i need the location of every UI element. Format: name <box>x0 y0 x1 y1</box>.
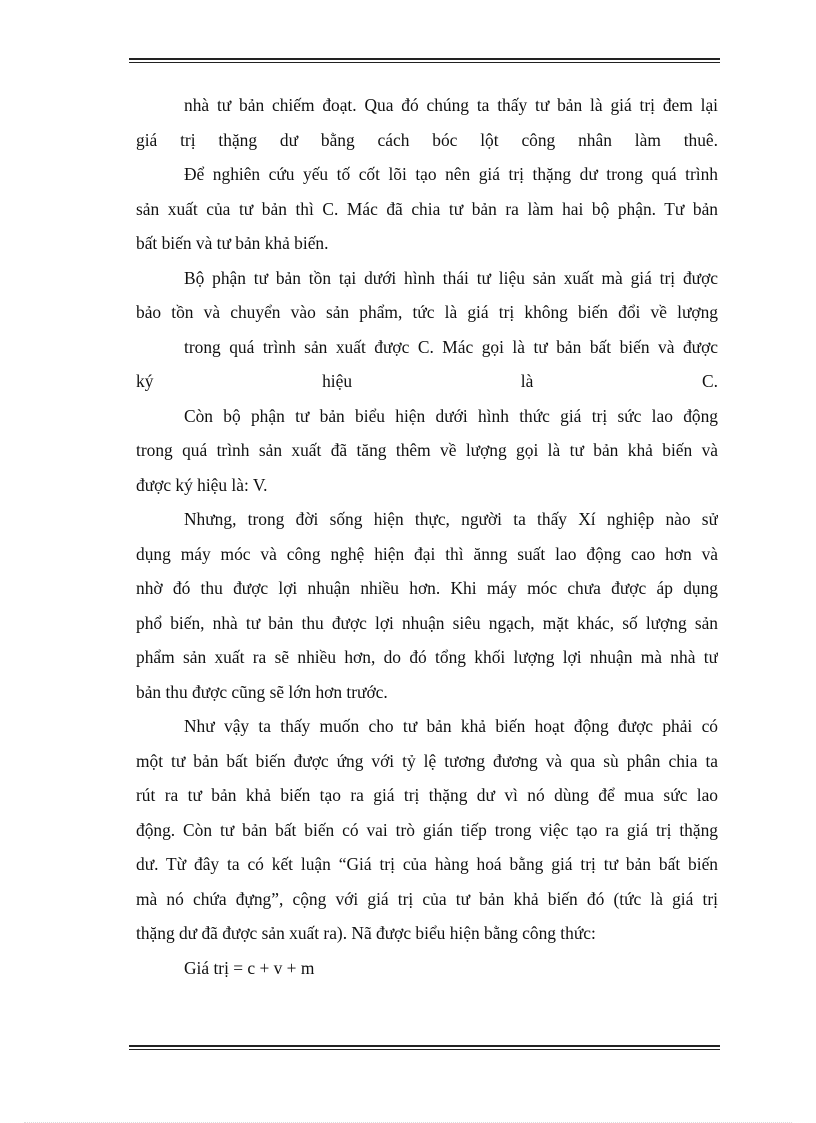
footer-rule-thick <box>129 1045 720 1047</box>
header-rule-thick <box>129 58 720 60</box>
text-line: Còn bộ phận tư bản biểu hiện dưới hình thức giá trị sức lao động <box>184 405 718 426</box>
text-line: một tư bản bất biến được ứng với tỷ lệ tương đương và qua sù phân chia ta <box>136 750 718 771</box>
header-rule-thin <box>129 62 720 63</box>
footer-rule-thin <box>129 1049 720 1050</box>
text-line: Giá trị = c + v + m <box>184 957 315 978</box>
header-rule <box>129 58 720 64</box>
text-line: trong quá trình sản xuất được C. Mác gọi là tư bản bất biến và được <box>184 336 718 357</box>
text-line: ký hiệu là C. <box>136 371 718 391</box>
text-line: thặng dư đã được sản xuất ra). Nã được biểu hiện bằng công thức: <box>136 923 596 943</box>
text-line: động. Còn tư bản bất biến có vai trò gián tiếp trong việc tạo ra giá trị thặng <box>136 819 718 840</box>
text-line: mà nó chứa đựng”, cộng với giá trị của tư bản khả biến đó (tức là giá trị <box>136 888 718 909</box>
text-line: phẩm sản xuất ra sẽ nhiều hơn, do đó tổng khối lượng lợi nhuận mà nhà tư <box>136 647 718 667</box>
text-line: Nhưng, trong đời sống hiện thực, người ta thấy Xí nghiệp nào sử <box>184 509 718 529</box>
text-line: dụng máy móc và công nghệ hiện đại thì ănng suất lao động cao hơn và <box>136 543 718 564</box>
text-line: bảo tồn và chuyển vào sản phẩm, tức là giá trị không biến đổi về lượng <box>136 302 718 322</box>
text-line: Để nghiên cứu yếu tố cốt lõi tạo nên giá trị thặng dư trong quá trình <box>184 164 718 184</box>
text-line: dư. Từ đây ta có kết luận “Giá trị của hàng hoá bằng giá trị tư bản bất biến <box>136 854 718 874</box>
text-line: trong quá trình sản xuất đã tăng thêm về lượng gọi là tư bản khả biến và <box>136 440 718 460</box>
text-line: được ký hiệu là: V. <box>136 474 268 495</box>
footer-rule <box>129 1045 720 1051</box>
text-line: bản thu được cũng sẽ lớn hơn trước. <box>136 681 388 702</box>
text-line: rút ra tư bản khả biến tạo ra giá trị thặng dư vì nó dùng để mua sức lao <box>136 785 718 805</box>
text-line: giá trị thặng dư bằng cách bóc lột công nhân làm thuê. <box>136 129 718 150</box>
text-line: nhờ đó thu được lợi nhuận nhiều hơn. Khi máy móc chưa được áp dụng <box>136 578 718 598</box>
text-line: sản xuất của tư bản thì C. Mác đã chia tư bản ra làm hai bộ phận. Tư bản <box>136 198 718 219</box>
document-body <box>136 88 718 985</box>
text-line: Như vậy ta thấy muốn cho tư bản khả biến hoạt động được phải có <box>184 716 718 736</box>
text-line: nhà tư bản chiếm đoạt. Qua đó chúng ta thấy tư bản là giá trị đem lại <box>184 95 718 115</box>
text-line: phổ biến, nhà tư bản thu được lợi nhuận siêu ngạch, mặt khác, số lượng sản <box>136 612 718 633</box>
text-line: Bộ phận tư bản tồn tại dưới hình thái tư liệu sản xuất mà giá trị được <box>184 267 718 288</box>
text-line: bất biến và tư bản khả biến. <box>136 233 329 253</box>
